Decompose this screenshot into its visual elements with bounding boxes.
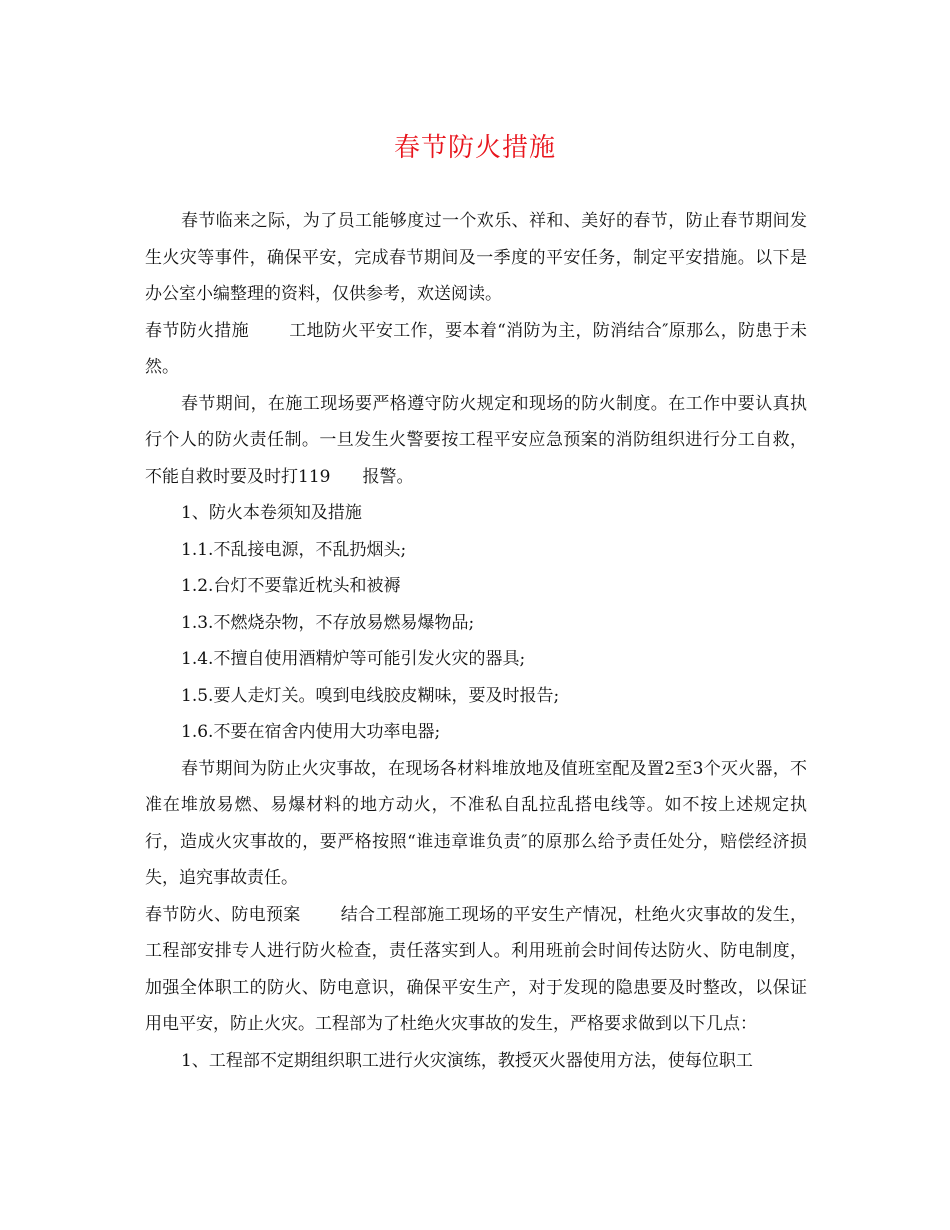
intro-paragraph: 春节临来之际，为了员工能够度过一个欢乐、祥和、美好的春节，防止春节期间发生火灾等事件，确保平安，完成春节期间及一季度的平安任务，制定平安措施。以下是办公室小编整理的资料，仅供参考，欢送阅读。 (145, 211, 807, 304)
paragraph-2-text: 春节期间，在施工现场要严格遵守防火规定和现场的防火制度。在工作中要认真执行个人的防火责任制。一旦发生火警要按工程平安应急预案的消防组织进行分工自救，不能自救时要及时打 (145, 393, 807, 487)
list-item: 1.6.不要在宿舍内使用大功率电器; (181, 722, 441, 742)
paragraph-2 (145, 386, 807, 496)
section2-text: 结合工程部施工现场的平安生产情况，杜绝火灾事故的发生，工程部安排专人进行防火检查，责任落实到人。利用班前会时间传达防火、防电制度，加强全体职工的防火、防电意识，确保平安生产，对于发现的隐患要及时整改，以保证用电平安，防止火灾。工程部为了杜绝火灾事故的发生，严格要求做到以下几点： (145, 904, 807, 1034)
section2-paragraph (145, 897, 807, 1043)
list-heading: 1、防火本卷须知及措施 (181, 503, 362, 523)
paragraph-2-end: 报警。 (362, 466, 414, 487)
list-item: 1.3.不燃烧杂物，不存放易燃易爆物品; (181, 612, 475, 633)
list-item: 1.4.不擅自使用酒精炉等可能引发火灾的器具; (181, 649, 526, 669)
list-item: 1.1.不乱接电源，不乱扔烟头; (181, 539, 407, 560)
list-item: 1.5.要人走灯关。嗅到电线胶皮糊味，要及时报告; (181, 685, 560, 706)
section1-heading: 春节防火措施 (145, 320, 249, 341)
paragraph-3: 春节期间为防止火灾事故，在现场各材料堆放地及值班室配及置2至3个灭火器，不准在堆放易燃、易爆材料的地方动火，不准私自乱拉乱搭电线等。如不按上述规定执行，造成火灾事故的，要严格按照“谁违章谁负责″的原那么给予责任处分，赔偿经济损失，追究事故责任。 (145, 758, 807, 888)
document-title: 春节防火措施 (393, 133, 556, 163)
emergency-number: 119 (298, 466, 331, 487)
section1-paragraph (145, 313, 807, 386)
section2-heading: 春节防火、防电预案 (145, 904, 301, 925)
section1-text: 工地防火平安工作，要本着“消防为主，防消结合″原那么，防患于未然。 (145, 320, 808, 377)
paragraph-4: 1、工程部不定期组织职工进行火灾演练，教授灭火器使用方法，使每位职工 (181, 1050, 753, 1071)
document-body (145, 203, 807, 1079)
list-item: 1.2.台灯不要靠近枕头和被褥 (181, 576, 401, 596)
